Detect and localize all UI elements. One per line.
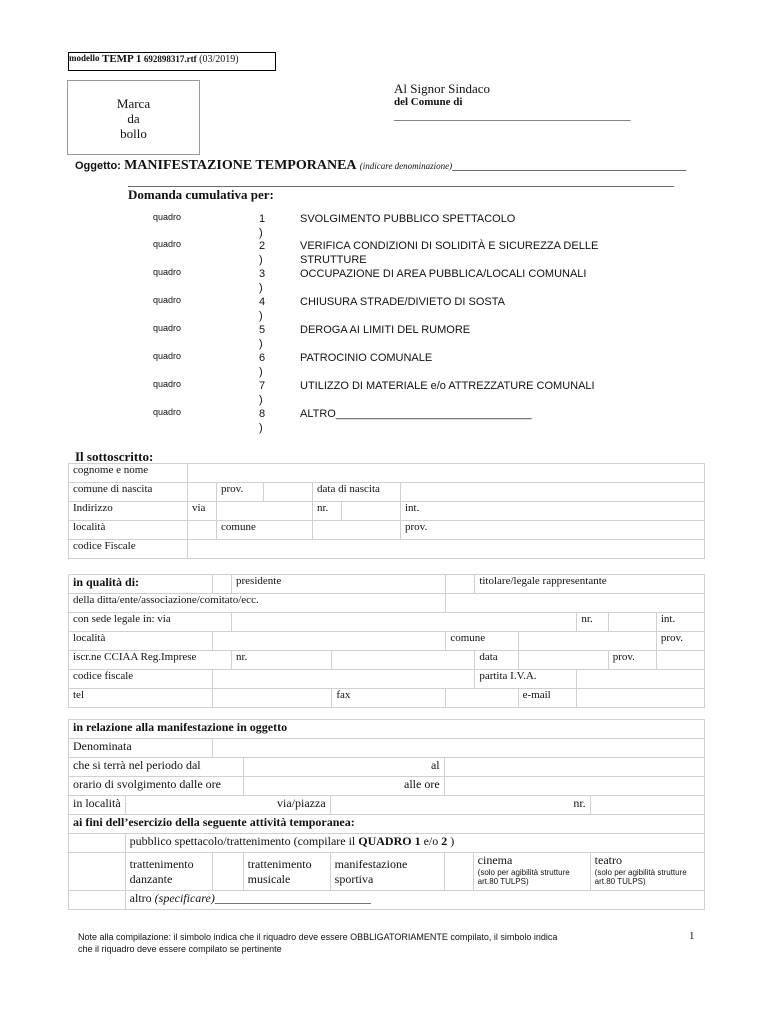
owner-checkbox[interactable]	[446, 575, 475, 594]
cciaa-prov-label: prov.	[608, 651, 656, 670]
cciaa-prov-field[interactable]	[656, 651, 704, 670]
music-label: trattenimento musicale	[243, 853, 330, 891]
theatre-label: teatro	[594, 853, 622, 867]
quadro-item[interactable]	[0, 212, 770, 240]
seat-prov-label: prov.	[656, 632, 704, 651]
comune-label: comune	[217, 521, 313, 540]
vat-label: partita I.V.A.	[475, 670, 577, 689]
period-to-label: al	[430, 758, 440, 772]
sport-checkbox[interactable]	[444, 853, 473, 891]
activity-spacer	[69, 853, 126, 891]
quadro-text: SVOLGIMENTO PUBBLICO SPETTACOLO	[300, 213, 516, 225]
seat-nr-field[interactable]	[608, 613, 656, 632]
tel-field[interactable]	[213, 689, 332, 708]
stamp-line-2: da	[127, 111, 140, 126]
seat-locality-label: località	[69, 632, 213, 651]
quadro-item[interactable]	[0, 379, 770, 407]
quadro-number: 2 )	[259, 240, 266, 266]
president-label: presidente	[232, 575, 446, 594]
quadro-text: UTILIZZO DI MATERIALE e/o ATTREZZATURE COMUNALI	[300, 380, 595, 392]
model-date: (03/2019)	[199, 54, 239, 65]
subject-line	[75, 157, 686, 174]
quadro-number: 3 )	[259, 268, 266, 294]
subject-name-field[interactable]: ____________________________________	[452, 157, 687, 172]
other-checkbox[interactable]	[69, 891, 126, 910]
tax-code-label: codice Fiscale	[69, 540, 188, 559]
seat-comune-field[interactable]	[518, 632, 656, 651]
quadro-label: quadro	[153, 323, 182, 333]
birthdate-label: data di nascita	[313, 483, 401, 502]
int-label: int.	[401, 502, 705, 521]
quality-table	[68, 574, 705, 708]
comune-field[interactable]	[313, 521, 401, 540]
quadro-number: 4 )	[259, 296, 266, 322]
quadro-item[interactable]	[0, 239, 770, 267]
quadro-text: DEROGA AI LIMITI DEL RUMORE	[300, 324, 471, 336]
addressee-line[interactable]: ___________________________________________	[394, 110, 631, 122]
president-checkbox[interactable]	[213, 575, 232, 594]
surname-field[interactable]	[188, 464, 705, 483]
event-locality-label: in località	[69, 796, 126, 815]
undersigned-table	[68, 463, 705, 559]
birth-prov-label: prov.	[217, 483, 264, 502]
locality-label: località	[69, 521, 188, 540]
event-title: in relazione alla manifestazione in oggetto	[69, 720, 705, 739]
sport-label: manifestazione sportiva	[330, 853, 444, 891]
birthdate-field[interactable]	[401, 483, 705, 502]
event-nr-label: nr.	[573, 796, 586, 810]
seat-locality-field[interactable]	[213, 632, 446, 651]
quadro-number: 7 )	[259, 380, 266, 406]
quadro-item[interactable]	[0, 295, 770, 323]
legal-seat-field[interactable]	[232, 613, 577, 632]
quadro-number: 5 )	[259, 324, 266, 350]
via-label: via	[188, 502, 217, 521]
model-file: 692898317.rtf	[143, 54, 197, 64]
quadro-number: 1 )	[259, 213, 266, 239]
event-nr-field[interactable]	[590, 796, 704, 815]
surname-label: cognome e nome	[69, 464, 188, 483]
birthplace-field[interactable]	[188, 483, 217, 502]
seat-int-label: int.	[656, 613, 704, 632]
quadro-text: VERIFICA CONDIZIONI DI SOLIDITÀ E SICUREZZA DELLE STRUTTURE	[300, 240, 599, 266]
cinema-cell[interactable]	[473, 853, 590, 891]
model-box	[68, 52, 276, 71]
subject-label: Oggetto:	[75, 160, 121, 172]
fax-field[interactable]	[446, 689, 518, 708]
event-locality-field[interactable]	[125, 796, 330, 815]
hours-to-field[interactable]	[444, 777, 704, 796]
quadro-label: quadro	[153, 267, 182, 277]
quadro-item[interactable]	[0, 267, 770, 295]
hours-to-label: alle ore	[404, 777, 440, 791]
email-field[interactable]	[577, 689, 705, 708]
cinema-note: (solo per agibilità strutture art.80 TULPS)	[477, 868, 570, 886]
period-from-label: che si terrà nel periodo dal	[69, 758, 244, 777]
quadro-item[interactable]	[0, 351, 770, 379]
quadro-text: PATROCINIO COMUNALE	[300, 352, 433, 364]
vat-field[interactable]	[577, 670, 705, 689]
nr-label: nr.	[313, 502, 342, 521]
quadro-label: quadro	[153, 351, 182, 361]
other-label[interactable]: altro (specificare)__________________________	[125, 891, 704, 910]
cciaa-nr-label: nr.	[232, 651, 332, 670]
subject-name-field-2[interactable]: ____________________________________________________________________________________	[128, 173, 674, 188]
event-street-field[interactable]	[330, 796, 590, 815]
quadro-label: quadro	[153, 379, 182, 389]
quadro-number: 8 )	[259, 408, 266, 434]
nr-field[interactable]	[342, 502, 401, 521]
birth-prov-field[interactable]	[264, 483, 313, 502]
owner-label: titolare/legale rappresentante	[475, 575, 705, 594]
address-label: Indirizzo	[69, 502, 188, 521]
note-line-1: Note alla compilazione: il simbolo indica che il riquadro deve essere OBBLIGATORIAMENTE compilato, il simbolo indica	[78, 932, 558, 942]
quadro-text: OCCUPAZIONE DI AREA PUBBLICA/LOCALI COMUNALI	[300, 268, 587, 280]
cciaa-date-field[interactable]	[518, 651, 608, 670]
hours-from-field[interactable]	[243, 777, 444, 796]
company-tax-field[interactable]	[213, 670, 475, 689]
undersigned-title: Il sottoscritto:	[75, 449, 154, 464]
email-label: e-mail	[518, 689, 577, 708]
show-checkbox[interactable]	[69, 834, 126, 853]
subject-title: MANIFESTAZIONE TEMPORANEA	[124, 158, 357, 173]
prov-label: prov.	[401, 521, 705, 540]
locality-field[interactable]	[188, 521, 217, 540]
compilation-notes	[78, 931, 678, 955]
company-field[interactable]	[446, 594, 705, 613]
quadro-label: quadro	[153, 212, 182, 222]
event-street-label: via/piazza	[277, 796, 326, 810]
company-label: della ditta/ente/associazione/comitato/ecc.	[69, 594, 446, 613]
cinema-label: cinema	[477, 853, 513, 867]
cciaa-label: iscr.ne CCIAA Reg.Imprese	[69, 651, 232, 670]
quadro-item[interactable]	[0, 323, 770, 351]
theatre-note: (solo per agibilità strutture art.80 TULPS)	[594, 868, 687, 886]
event-named-field[interactable]	[212, 739, 704, 758]
quality-title: in qualità di:	[69, 575, 213, 594]
quadro-label: quadro	[153, 407, 182, 417]
seat-comune-label: comune	[446, 632, 518, 651]
cciaa-nr-field[interactable]	[332, 651, 475, 670]
tax-code-field[interactable]	[188, 540, 705, 559]
quadro-number: 6 )	[259, 352, 266, 378]
birthplace-label: comune di nascita	[69, 483, 188, 502]
company-tax-label: codice fiscale	[69, 670, 213, 689]
note-line-2: che il riquadro deve essere compilato se pertinente	[78, 944, 282, 954]
tel-label: tel	[69, 689, 213, 708]
legal-seat-label: con sede legale in: via	[69, 613, 232, 632]
subject-note: (indicare denominazione)	[359, 161, 453, 171]
quadro-label: quadro	[153, 239, 182, 249]
cumulative-request-label: Domanda cumulativa per:	[128, 187, 274, 202]
quadro-item[interactable]	[0, 407, 770, 435]
event-table	[68, 719, 705, 910]
seat-nr-label: nr.	[577, 613, 608, 632]
event-named-label: Denominata	[69, 739, 213, 758]
period-to-field[interactable]	[444, 758, 704, 777]
quadro-label: quadro	[153, 295, 182, 305]
hours-from-label: orario di svolgimento dalle ore	[69, 777, 244, 796]
addressee-title: Al Signor Sindaco	[394, 81, 491, 96]
show-label: pubblico spettacolo/trattenimento (compilare il QUADRO 1 e/o 2 )	[125, 834, 704, 853]
stamp-line-1: Marca	[116, 96, 151, 111]
addressee-sub: del Comune di	[394, 96, 463, 108]
theatre-cell[interactable]	[590, 853, 704, 891]
stamp-line-3: bollo	[120, 126, 147, 141]
quadro-text: ALTRO________________________________	[300, 408, 532, 420]
via-field[interactable]	[217, 502, 313, 521]
revenue-stamp-box	[67, 80, 200, 155]
period-from-field[interactable]	[243, 758, 444, 777]
fax-label: fax	[332, 689, 446, 708]
quadro-text: CHIUSURA STRADE/DIVIETO DI SOSTA	[300, 296, 505, 308]
dance-label: trattenimento danzante	[125, 853, 212, 891]
page-number: 1	[689, 930, 695, 942]
cciaa-date-label: data	[475, 651, 518, 670]
model-prefix: modello	[69, 53, 100, 63]
dance-checkbox[interactable]	[212, 853, 243, 891]
model-name: TEMP 1	[102, 53, 142, 65]
activity-title: ai fini dell’esercizio della seguente attività temporanea:	[69, 815, 705, 834]
